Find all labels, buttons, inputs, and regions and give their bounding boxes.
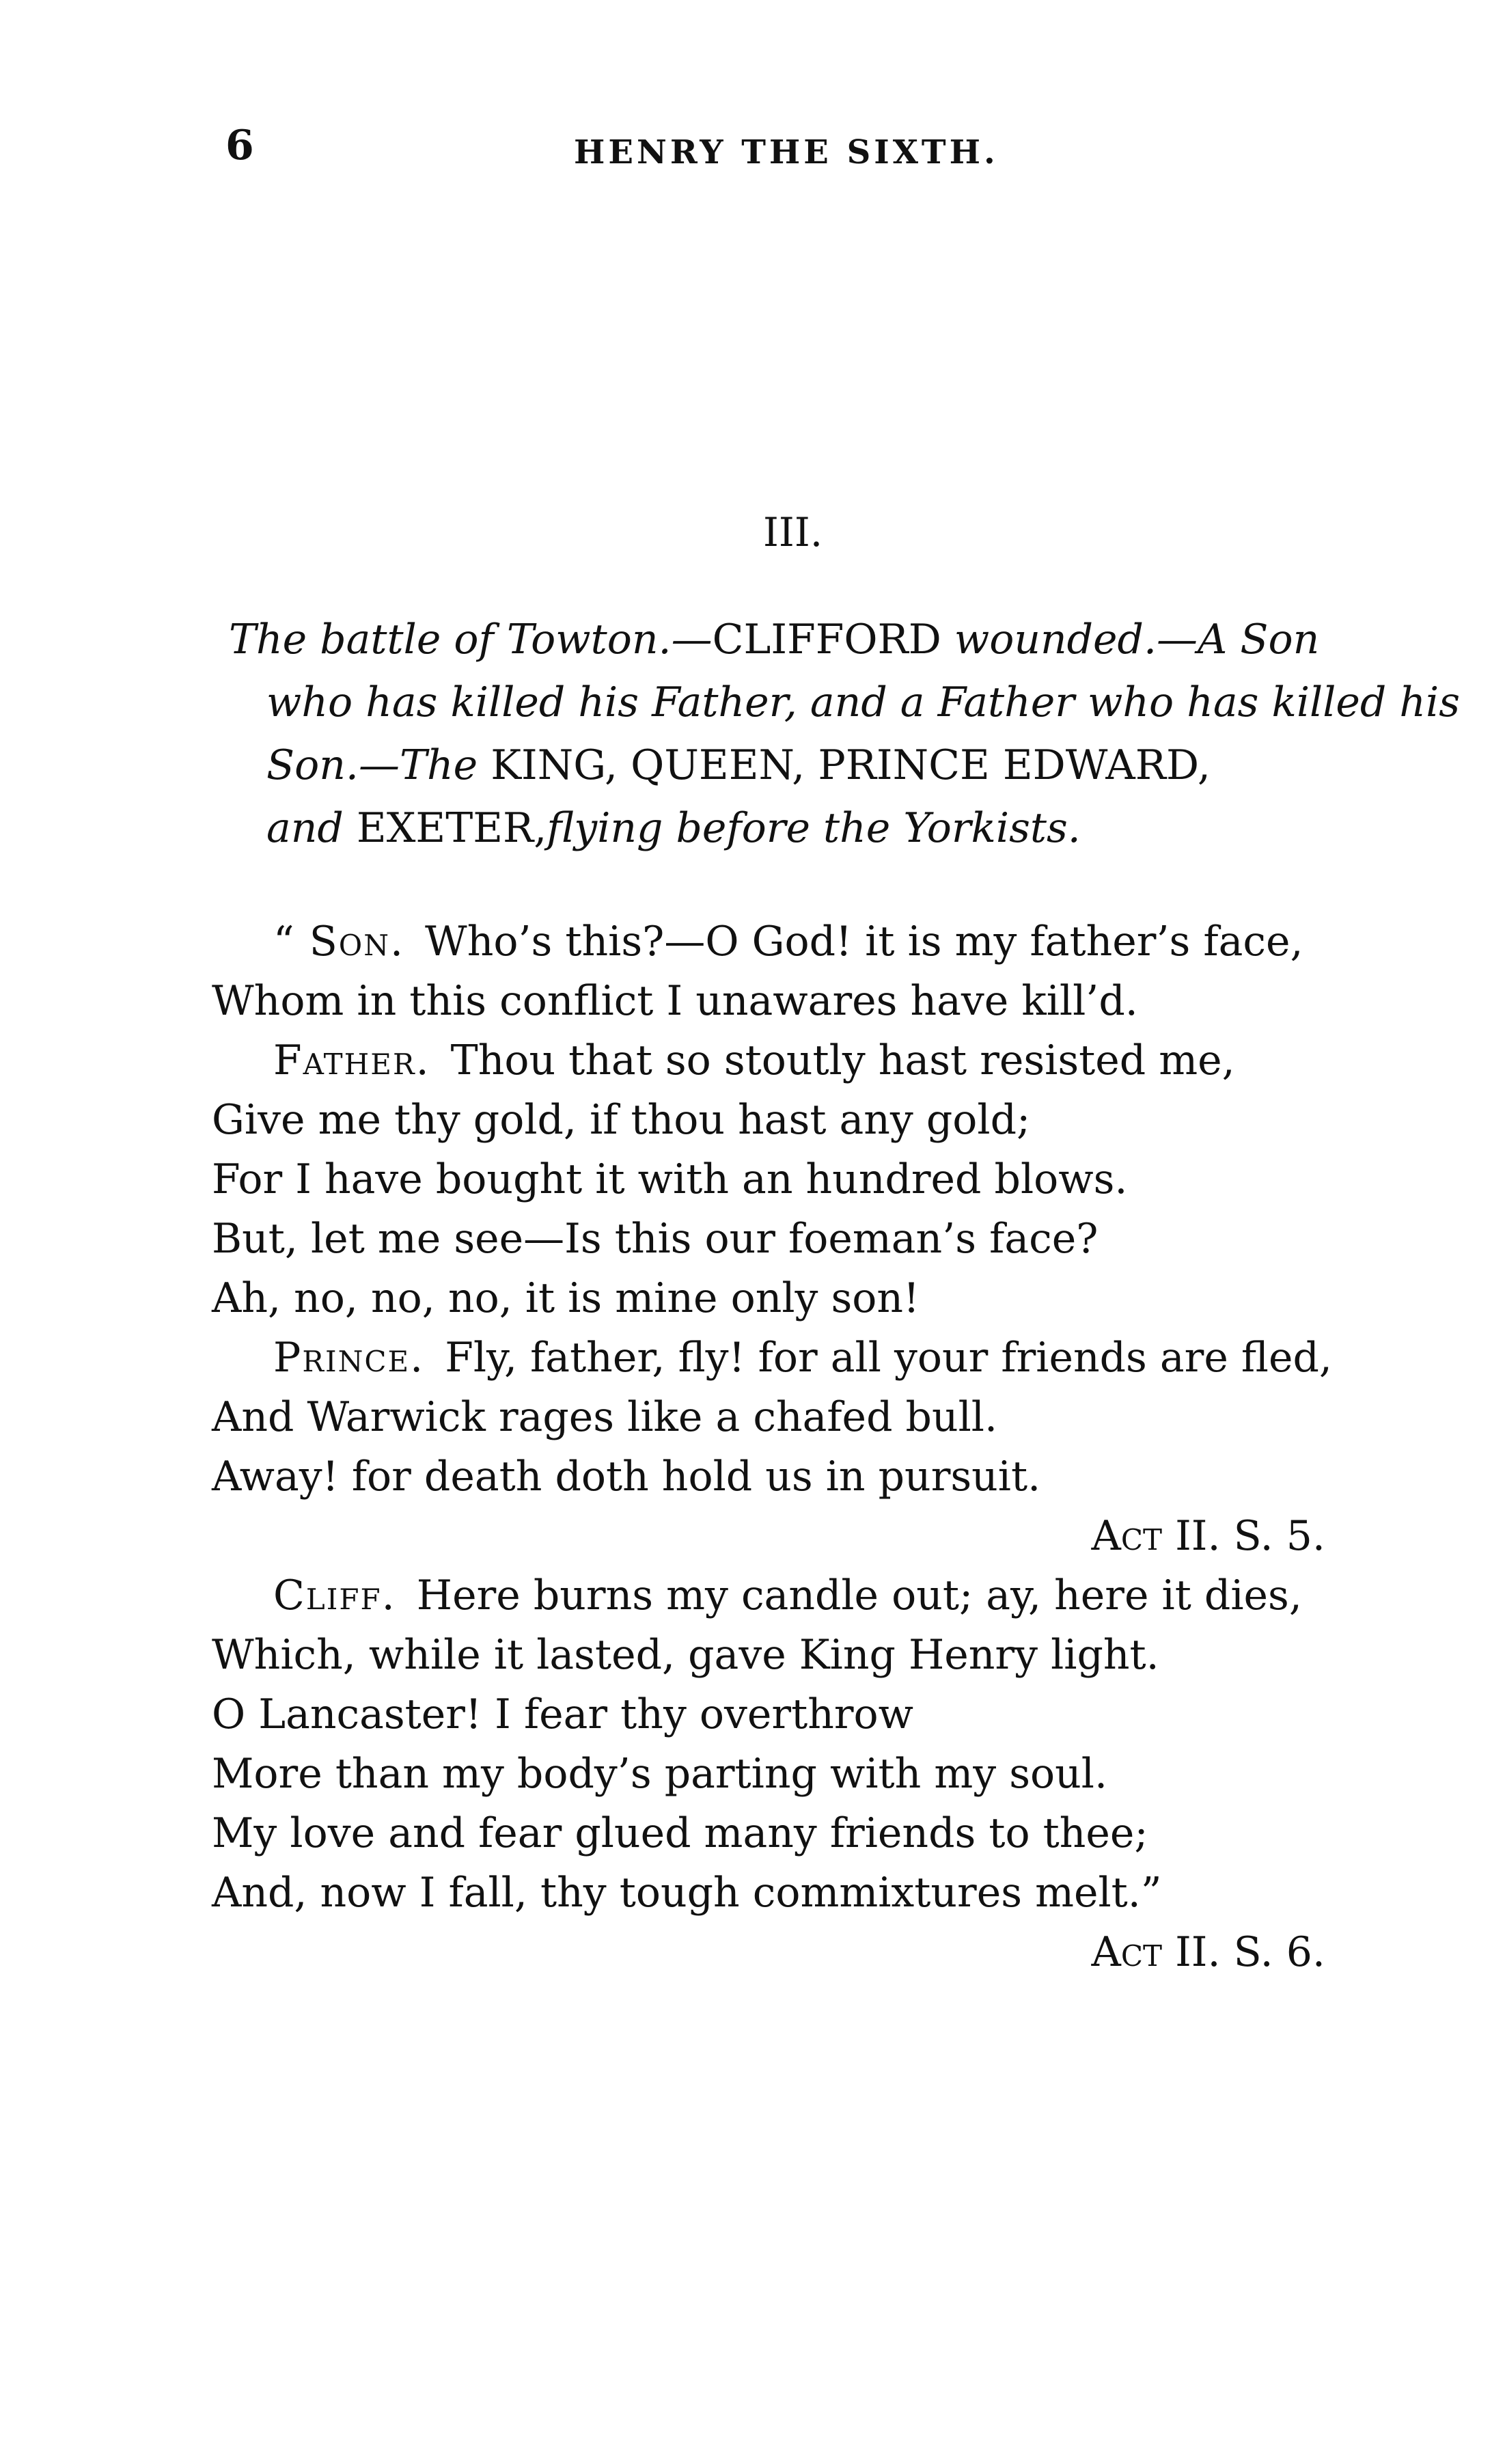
speaker-name: Prince. <box>273 1334 425 1382</box>
verse-line: But, let me see—Is this our foeman’s face? <box>212 1215 1099 1263</box>
page-number: 6 <box>225 122 254 169</box>
verse-line: For I have bought it with an hundred blows. <box>212 1155 1128 1203</box>
speaker-name: Son. <box>309 918 405 966</box>
verse-line: My love and fear glued many friends to thee; <box>212 1809 1148 1857</box>
line-text: Thou that so stoutly hast resisted me, <box>450 1037 1235 1084</box>
act-scene-citation <box>212 1923 1373 1982</box>
verse-line <box>212 1328 1373 1388</box>
line-text: Who’s this?—O God! it is my father’s face, <box>425 918 1303 966</box>
speaker-name: Cliff. <box>273 1572 396 1619</box>
verse-line: Whom in this conflict I unawares have kill’d. <box>212 977 1138 1025</box>
running-title: HENRY THE SIXTH. <box>574 133 999 172</box>
argument-line <box>229 608 1390 671</box>
citation-act: Act <box>1091 1928 1163 1976</box>
verse-line: Away! for death doth hold us in pursuit. <box>212 1453 1041 1501</box>
line-text: Here burns my candle out; ay, here it dies, <box>416 1572 1302 1619</box>
act-scene-citation <box>212 1507 1373 1566</box>
citation-ref: II. S. 5. <box>1162 1512 1325 1560</box>
opening-quote: “ <box>273 918 294 966</box>
section-number: III. <box>763 509 823 556</box>
speaker-name: Father. <box>273 1037 430 1084</box>
argument-line <box>229 734 1390 797</box>
argument-line: who has killed his Father, and a Father who has killed his <box>266 679 1461 726</box>
verse-line: Give me thy gold, if thou hast any gold; <box>212 1096 1031 1144</box>
argument-text: and <box>266 804 344 852</box>
line-text: Fly, father, fly! for all your friends are fled, <box>445 1334 1332 1382</box>
argument-text: wounded.—A Son <box>941 616 1320 663</box>
verse-line: And Warwick rages like a chafed bull. <box>212 1393 998 1441</box>
verse-line <box>212 1566 1373 1626</box>
scene-argument <box>229 608 1461 860</box>
verse-line: And, now I fall, thy tough commixtures melt.” <box>212 1869 1162 1917</box>
argument-text: flying before the Yorkists. <box>547 804 1081 852</box>
verse-line: Which, while it lasted, gave King Henry light. <box>212 1631 1159 1679</box>
verse-line: O Lancaster! I fear thy overthrow <box>212 1690 914 1738</box>
verse-line <box>212 912 1373 972</box>
argument-text: The battle of Towton.— <box>229 616 713 663</box>
verse-line <box>212 1031 1373 1091</box>
verse-quotation <box>212 912 1373 1982</box>
argument-text: Son.—The <box>266 741 478 789</box>
argument-line <box>229 797 1390 860</box>
verse-line: Ah, no, no, no, it is mine only son! <box>212 1274 920 1322</box>
verse-line: More than my body’s parting with my soul. <box>212 1750 1108 1798</box>
citation-act: Act <box>1091 1512 1163 1560</box>
argument-name: EXETER, <box>343 804 547 852</box>
argument-name: KING, QUEEN, PRINCE EDWARD, <box>478 741 1211 789</box>
argument-name: CLIFFORD <box>712 616 941 663</box>
citation-ref: II. S. 6. <box>1162 1928 1325 1976</box>
